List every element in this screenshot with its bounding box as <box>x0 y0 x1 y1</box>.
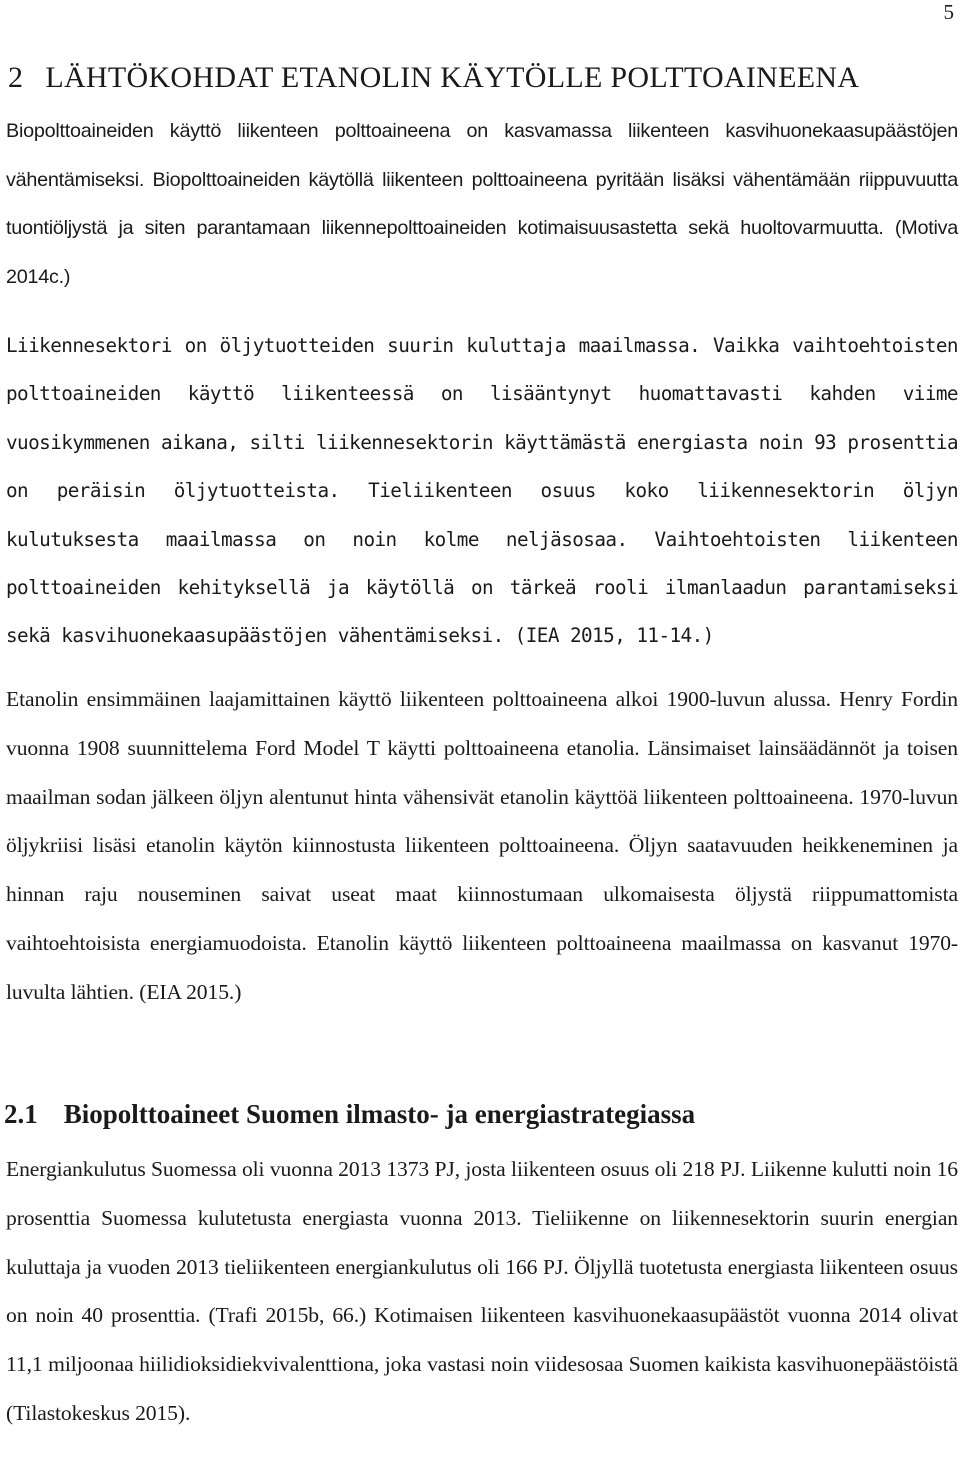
subsection-heading <box>4 1097 695 1131</box>
paragraph-ethanol-history: Etanolin ensimmäinen laajamittainen käyttö liikenteen polttoaineena alkoi 1900-luvun alussa. Henry Fordin vuonna 1908 suunnittelema Ford Model T käytti polttoaineena etanolia. Länsimaiset lainsäädännöt ja toisen maailman sodan jälkeen öljyn alentunut hinta vähensivät etanolin käyttöä liikenteen polttoaineena. 1970-luvun öljykriisi lisäsi etanolin käytön kiinnostusta liikenteen polttoaineena. Öljyn saatavuuden heikkeneminen ja hinnan raju nouseminen saivat useat maat kiinnostumaan ulkomaisesta öljystä riippumattomista vaihtoehtoisista energiamuodoista. Etanolin käyttö liikenteen polttoaineena maailmassa on kasvanut 1970-luvulta lähtien. (EIA 2015.) <box>6 687 958 1004</box>
subsection-number: 2.1 <box>4 1099 38 1129</box>
page-number: 5 <box>943 0 954 24</box>
section-number: 2 <box>8 61 24 94</box>
paragraph-transport-sector: Liikennesektori on öljytuotteiden suurin kuluttaja maailmassa. Vaikka vaihtoehtoisten polttoaineiden käyttö liikenteessä on lisääntynyt huomattavasti kahden viime vuosikymmenen aikana, silti liikennesektorin käyttämästä energiasta noin 93 prosenttia on peräisin öljytuotteista. Tieliikenteen osuus koko liikennesektorin öljyn kulutuksesta maailmassa on noin kolme neljäsosaa. Vaihtoehtoisten liikenteen polttoaineiden kehityksellä ja käytöllä on tärkeä rooli ilmanlaadun parantamiseksi sekä kasvihuonekaasupäästöjen vähentämiseksi. (IEA 2015, 11-14.) <box>6 334 958 648</box>
paragraph-biofuels-intro: Biopolttoaineiden käyttö liikenteen polttoaineena on kasvamassa liikenteen kasvihuonekaasupäästöjen vähentämiseksi. Biopolttoaineiden käytöllä liikenteen polttoaineena pyritään lisäksi vähentämään riippuvuutta tuontiöljystä ja siten parantamaan liikennepolttoaineiden kotimaisuusastetta sekä huoltovarmuutta. (Motiva 2014c.) <box>6 120 958 289</box>
paragraph-finland-energy: Energiankulutus Suomessa oli vuonna 2013 1373 PJ, josta liikenteen osuus oli 218 PJ. Liikenne kulutti noin 16 prosenttia Suomessa kulutetusta energiasta vuonna 2013. Tieliikenne on liikennesektorin suurin energian kuluttaja ja vuoden 2013 tieliikenteen energiankulutus oli 166 PJ. Öljyllä tuotetusta energiasta liikenteen osuus on noin 40 prosenttia. (Trafi 2015b, 66.) Kotimaisen liikenteen kasvihuonekaasupäästöt vuonna 2014 olivat 11,1 miljoonaa hiilidioksidiekvivalenttiona, joka vastasi noin viidesosaa Suomen kaikista kasvihuonepäästöistä (Tilastokeskus 2015). <box>6 1157 958 1425</box>
section-title: LÄHTÖKOHDAT ETANOLIN KÄYTÖLLE POLTTOAINEENA <box>45 61 860 94</box>
subsection-title: Biopolttoaineet Suomen ilmasto- ja energiastrategiassa <box>63 1099 696 1129</box>
section-heading <box>8 60 859 96</box>
